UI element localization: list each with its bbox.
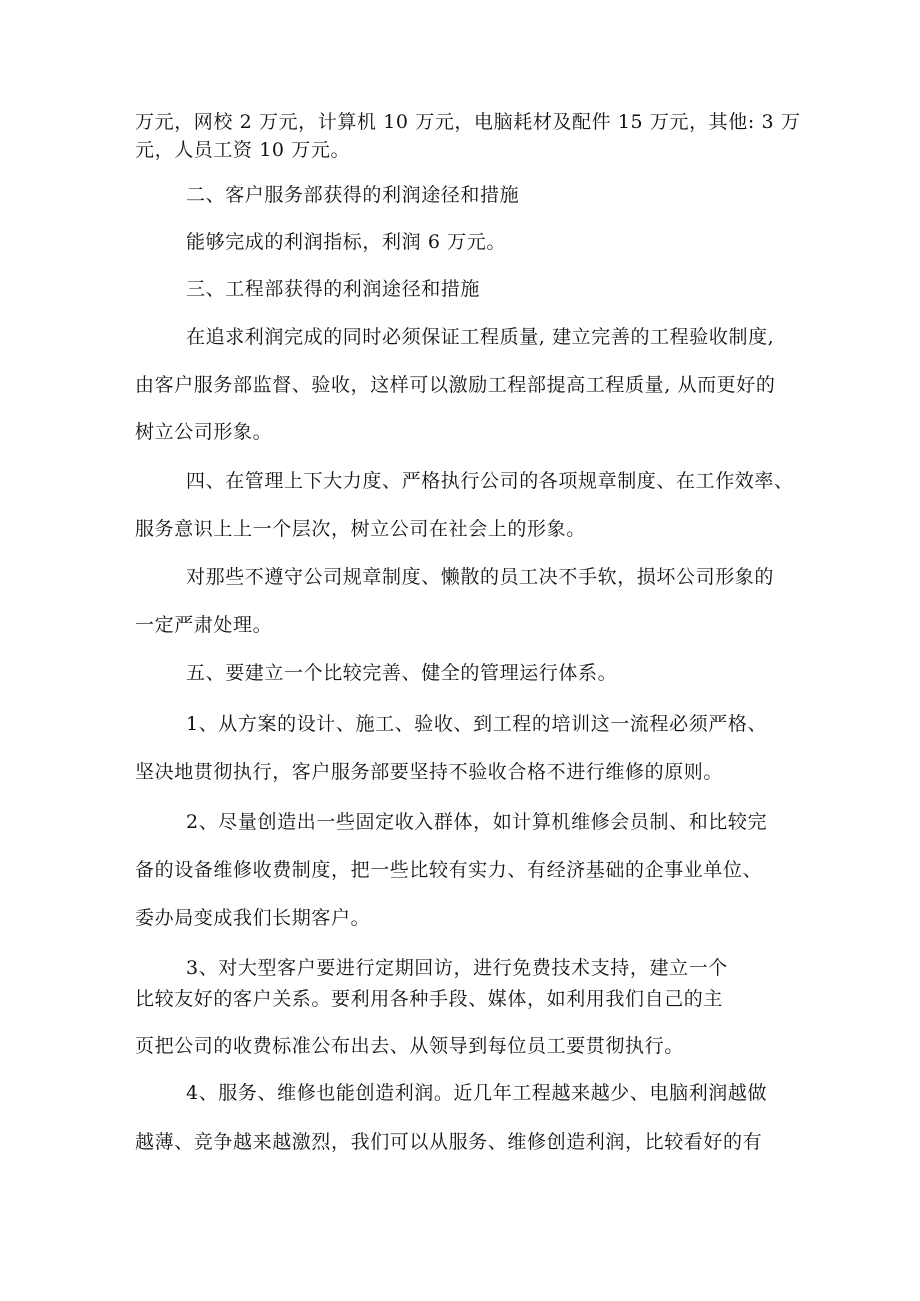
text-line-8: 树立公司形象。 [135, 421, 273, 443]
text-line-12: 一定严肃处理。 [135, 614, 273, 636]
text-line-1: 万元，网校 2 万元，计算机 10 万元，电脑耗材及配件 15 万元，其他: 3 万 [135, 111, 801, 133]
section-heading-3: 三、工程部获得的利润途径和措施 [186, 278, 481, 300]
list-item-2-line-1: 2、尽量创造出一些固定收入群体，如计算机维修会员制、和比较完 [186, 811, 768, 833]
list-item-2-line-3: 委办局变成我们长期客户。 [135, 907, 371, 929]
section-heading-2: 二、客户服务部获得的利润途径和措施 [186, 184, 520, 206]
text-line-10: 服务意识上上一个层次，树立公司在社会上的形象。 [135, 518, 586, 540]
list-item-2-line-2: 备的设备维修收费制度，把一些比较有实力、有经济基础的企事业单位、 [135, 859, 763, 881]
list-item-3-line-1: 3、对大型客户要进行定期回访，进行免费技术支持，建立一个 [186, 957, 728, 979]
list-item-1-line-1: 1、从方案的设计、施工、验收、到工程的培训这一流程必须严格、 [186, 713, 768, 735]
list-item-3-line-2: 比较友好的客户关系。要利用各种手段、媒体，如利用我们自己的主 [135, 988, 724, 1010]
list-item-4-line-2: 越薄、竞争越来越激烈，我们可以从服务、维修创造利润，比较看好的有 [135, 1131, 763, 1153]
section-heading-5: 五、要建立一个比较完善、健全的管理运行体系。 [186, 662, 618, 684]
text-line-11: 对那些不遵守公司规章制度、懒散的员工决不手软，损坏公司形象的 [186, 566, 775, 588]
list-item-3-line-3: 页把公司的收费标准公布出去、从领导到每位员工要贯彻执行。 [135, 1035, 684, 1057]
section-heading-4: 四、在管理上下大力度、严格执行公司的各项规章制度、在工作效率、 [186, 470, 794, 492]
text-line-4: 能够完成的利润指标，利润 6 万元。 [186, 231, 506, 253]
list-item-1-line-2: 坚决地贯彻执行，客户服务部要坚持不验收合格不进行维修的原则。 [135, 761, 724, 783]
text-line-6: 在追求利润完成的同时必须保证工程质量, 建立完善的工程验收制度, [186, 326, 775, 348]
text-line-2: 元，人员工资 10 万元。 [135, 139, 351, 161]
list-item-4-line-1: 4、服务、维修也能创造利润。近几年工程越来越少、电脑利润越做 [186, 1082, 768, 1104]
text-line-7: 由客户服务部监督、验收，这样可以激励工程部提高工程质量, 从而更好的 [135, 374, 776, 396]
